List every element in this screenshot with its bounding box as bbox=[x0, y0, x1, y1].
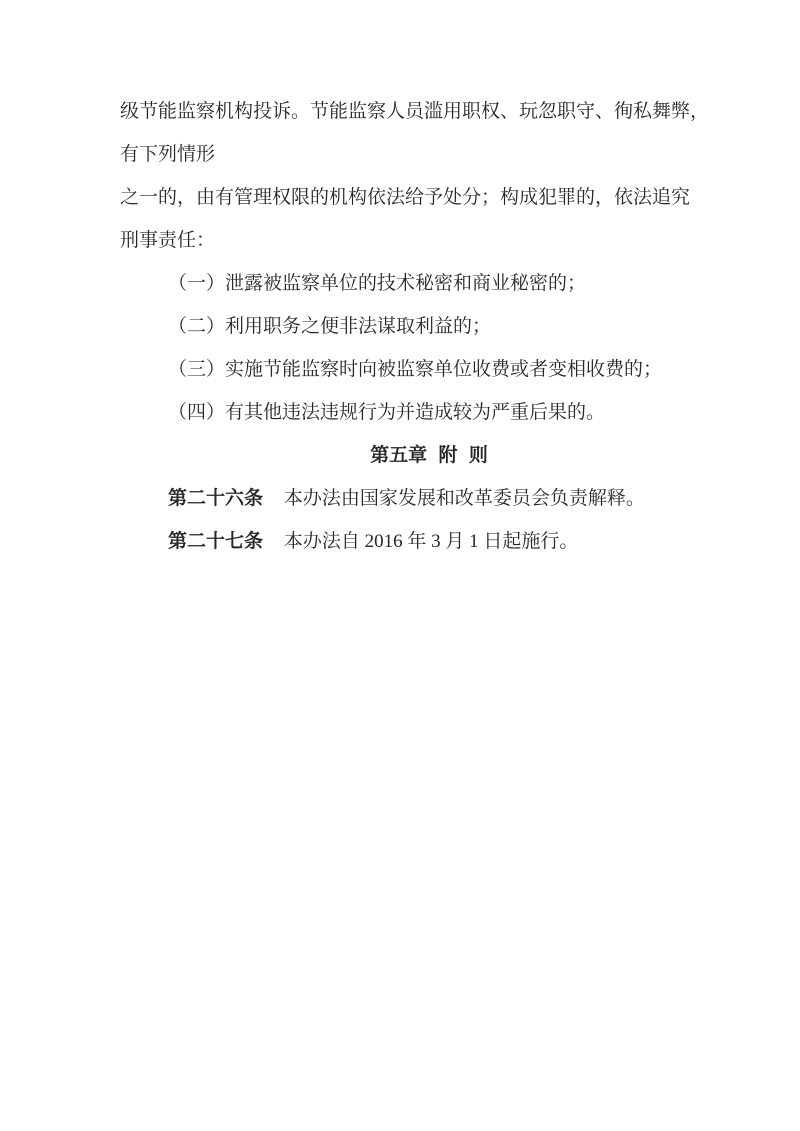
article-27-number: 第二十七条 bbox=[168, 531, 264, 552]
body-line: 刑事责任： bbox=[120, 230, 216, 251]
article-26-text: 本办法由国家发展和改革委员会负责解释。 bbox=[283, 488, 645, 509]
article-27-line bbox=[120, 520, 682, 563]
document-content bbox=[0, 0, 800, 563]
list-item-1: （一）泄露被监察单位的技术秘密和商业秘密的； bbox=[168, 273, 587, 294]
body-line: 有下列情形 bbox=[120, 144, 216, 165]
article-26-line bbox=[120, 477, 682, 520]
list-item-2: （二）利用职务之便非法谋取利益的； bbox=[168, 316, 492, 337]
body-line-continuation: 级节能监察机构投诉。节能监察人员滥用职权、玩忽职守、徇私舞弊， bbox=[120, 101, 710, 122]
list-item-3: （三）实施节能监察时向被监察单位收费或者变相收费的； bbox=[168, 359, 663, 380]
body-line: 之一的，由有管理权限的机构依法给予处分；构成犯罪的，依法追究 bbox=[120, 187, 691, 208]
article-26-number: 第二十六条 bbox=[168, 488, 264, 509]
list-item-4: （四）有其他违法违规行为并造成较为严重后果的。 bbox=[168, 402, 606, 423]
article-27-text: 本办法自 2016 年 3 月 1 日起施行。 bbox=[283, 531, 579, 552]
chapter-heading: 第五章 附 则 bbox=[370, 445, 488, 466]
